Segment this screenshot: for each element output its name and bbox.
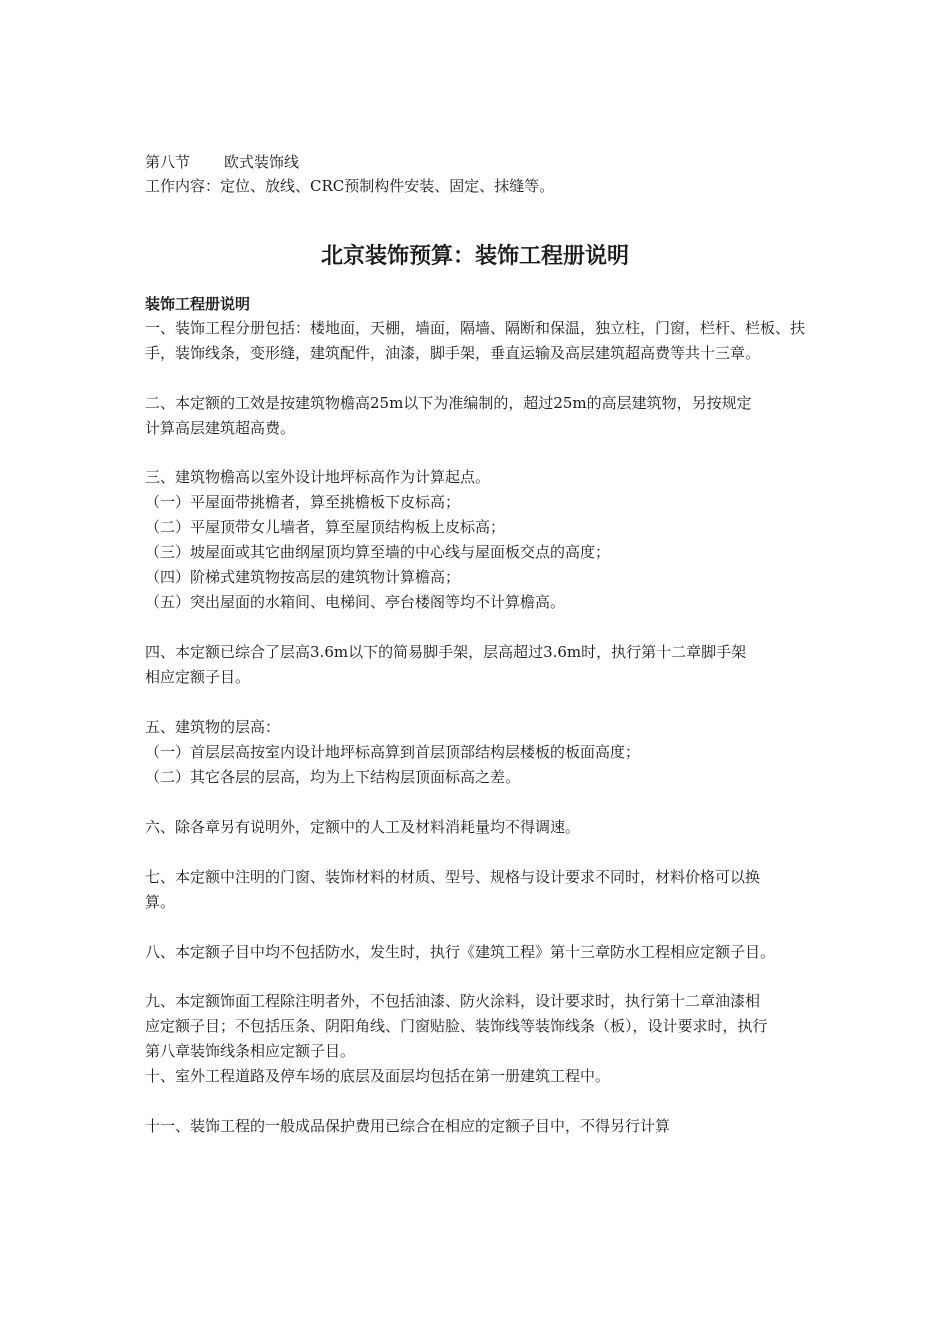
item-4-line-1: 四、本定额已综合了层高3.6m以下的简易脚手架，层高超过3.6m时，执行第十二章脚手架 <box>145 643 747 661</box>
item-7-line-2: 算。 <box>145 893 176 911</box>
item-8-line-1: 八、本定额子目中均不包括防水，发生时，执行《建筑工程》第十三章防水工程相应定额子目。 <box>145 943 776 961</box>
item-9-line-1: 九、本定额饰面工程除注明者外，不包括油漆、防火涂料，设计要求时，执行第十二章油漆相 <box>145 992 761 1010</box>
item-3-sub-1: （一）平屋面带挑檐者，算至挑檐板下皮标高； <box>145 493 461 511</box>
item-3-sub-5: （五）突出屋面的水箱间、电梯间、亭台楼阁等均不计算檐高。 <box>145 593 566 611</box>
document-title: 北京装饰预算：装饰工程册说明 <box>320 244 629 269</box>
subtitle: 装饰工程册说明 <box>145 295 251 313</box>
item-4-line-2: 相应定额子目。 <box>145 668 251 686</box>
item-6-line-1: 六、除各章另有说明外，定额中的人工及材料消耗量均不得调速。 <box>145 818 581 836</box>
item-9-line-2: 应定额子目；不包括压条、阴阳角线、门窗贴脸、装饰线等装饰线条（板），设计要求时，执行 <box>145 1017 768 1035</box>
section-number: 第八节 <box>145 153 191 171</box>
section-heading <box>145 150 810 174</box>
item-10-line-1: 十、室外工程道路及停车场的底层及面层均包括在第一册建筑工程中。 <box>145 1067 611 1085</box>
item-5-line-1: 五、建筑物的层高： <box>145 718 281 736</box>
item-1-line-2: 手，装饰线条，变形缝，建筑配件，油漆，脚手架，垂直运输及高层建筑超高费等共十三章。 <box>145 344 761 362</box>
item-11-line-1: 十一、装饰工程的一般成品保护费用已综合在相应的定额子目中，不得另行计算 <box>145 1117 671 1135</box>
item-3-sub-3: （三）坡屋面或其它曲纲屋顶均算至墙的中心线与屋面板交点的高度； <box>145 543 611 561</box>
item-3-line-1: 三、建筑物檐高以室外设计地坪标高作为计算起点。 <box>145 468 491 486</box>
item-2-line-1: 二、本定额的工效是按建筑物檐高25m以下为准编制的，超过25m的高层建筑物，另按规定 <box>145 394 752 412</box>
item-3-sub-4: （四）阶梯式建筑物按高层的建筑物计算檐高； <box>145 568 461 586</box>
item-5-sub-2: （二）其它各层的层高，均为上下结构层顶面标高之差。 <box>145 768 521 786</box>
item-3-sub-2: （二）平屋顶带女儿墙者，算至屋顶结构板上皮标高； <box>145 518 506 536</box>
item-5-sub-1: （一）首层层高按室内设计地坪标高算到首层顶部结构层楼板的板面高度； <box>145 743 641 761</box>
item-2-line-2: 计算高层建筑超高费。 <box>145 419 296 437</box>
work-content: 工作内容：定位、放线、CRC预制构件安装、固定、抹缝等。 <box>145 177 555 195</box>
item-7-line-1: 七、本定额中注明的门窗、装饰材料的材质、型号、规格与设计要求不同时，材料价格可以换 <box>145 868 761 886</box>
section-name: 欧式装饰线 <box>224 153 300 171</box>
item-1-line-1: 一、装饰工程分册包括：楼地面，天棚，墙面，隔墙、隔断和保温，独立柱，门窗，栏杆、栏板、扶 <box>145 319 806 337</box>
item-9-line-3: 第八章装饰线条相应定额子目。 <box>145 1042 356 1060</box>
